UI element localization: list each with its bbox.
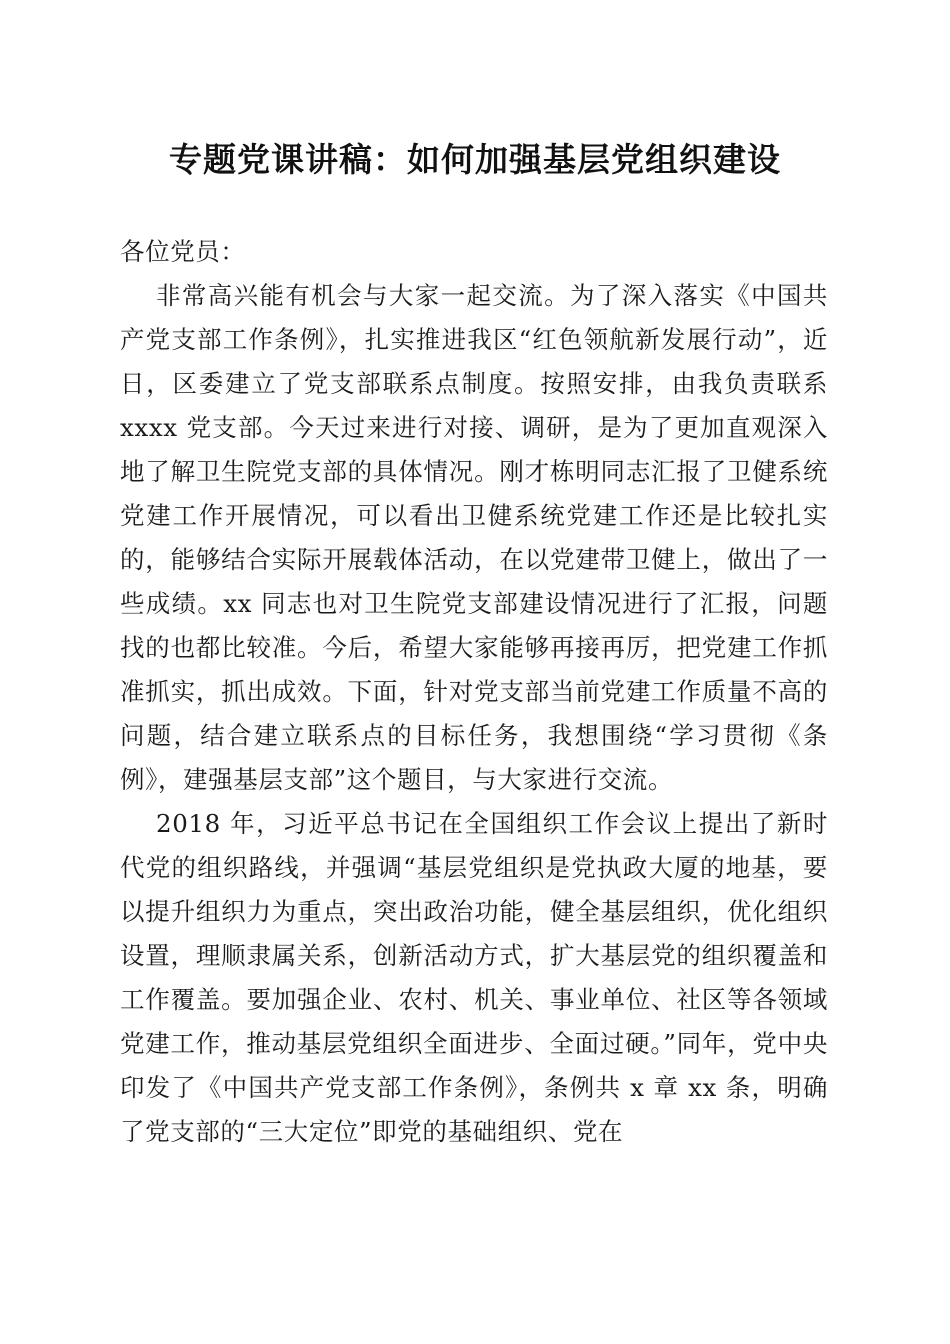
paragraph-2: 2018 年，习近平总书记在全国组织工作会议上提出了新时代党的组织路线，并强调“基层党组织是党执政大厦的地基，要以提升组织力为重点，突出政治功能，健全基层组织，优化组织设置，理顺隶属关系，创新活动方式，扩大基层党的组织覆盖和工作覆盖。要加强企业、农村、机关、事业单位、社区等各领域党建工作，推动基层党组织全面进步、全面过硬。”同年，党中央印发了《中国共产党支部工作条例》，条例共 x 章 xx 条，明确了党支部的“三大定位”即党的基础组织、党在 (120, 809, 828, 1146)
salutation: 各位党员： (120, 237, 246, 266)
document-title: 专题党课讲稿：如何加强基层党组织建设 (169, 140, 781, 179)
document-body (120, 230, 828, 1154)
paragraph-1: 非常高兴能有机会与大家一起交流。为了深入落实《中国共产党支部工作条例》，扎实推进我区“红色领航新发展行动”，近日，区委建立了党支部联系点制度。按照安排，由我负责联系 xxxx 党支部。今天过来进行对接、调研，是为了更加直观深入地了解卫生院党支部的具体情况。刚才栋明同志汇报了卫健系统党建工作开展情况，可以看出卫健系统党建工作还是比较扎实的，能够结合实际开展载体活动，在以党建带卫健上，做出了一些成绩。xx 同志也对卫生院党支部建设情况进行了汇报，问题找的也都比较准。今后，希望大家能够再接再厉，把党建工作抓准抓实，抓出成效。下面，针对党支部当前党建工作质量不高的问题，结合建立联系点的目标任务，我想围绕“学习贯彻《条例》，建强基层支部”这个题目，与大家进行交流。 (120, 281, 828, 794)
